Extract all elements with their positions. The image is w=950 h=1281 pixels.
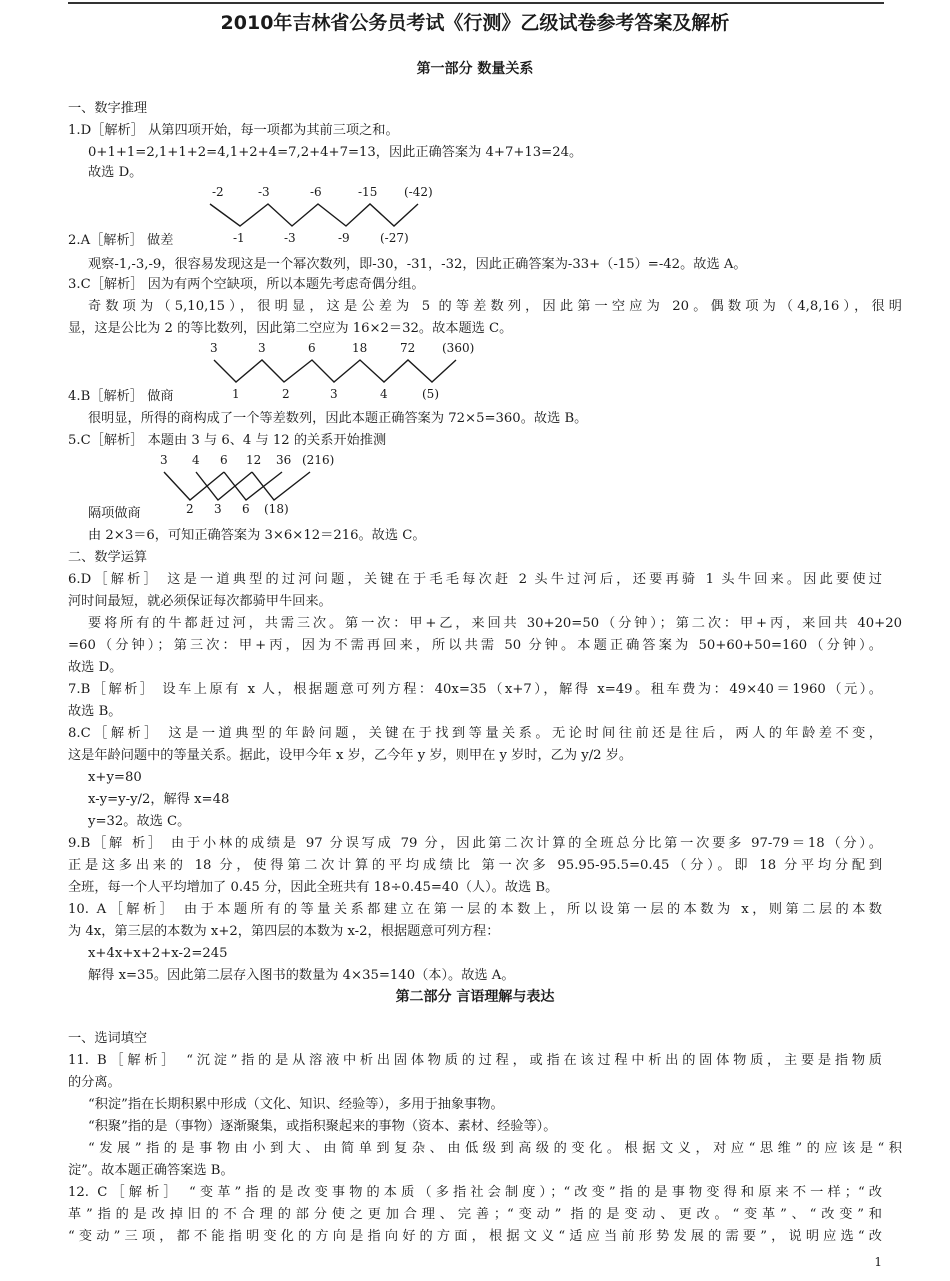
answer-line: 6.D［解析］ 这是一道典型的过河问题，关键在于毛毛每次赶 2 头牛过河后，还要再骑 1 头牛回来。因此要使过 — [68, 572, 882, 587]
q5-connectors — [164, 472, 310, 500]
answer-line: 0+1+1=2,1+1+2=4,1+2+4=7,2+4+7=13，因此正确答案为 4+7+13=24。 — [88, 145, 583, 160]
q2-top-value: -3 — [258, 185, 270, 199]
part2-title: 第二部分 言语理解与表达 — [395, 989, 555, 1005]
answer-line: 观察-1,-3,-9，很容易发现这是一个幂次数列，即-30，-31，-32，因此正确答案为-33+（-15）=-42。故选 A。 — [88, 257, 747, 272]
q5-top-value: 36 — [276, 453, 292, 467]
q5-top-value: 12 — [246, 453, 262, 467]
answer-line: 奇数项为（5,10,15），很明显，这是公差为 5 的等差数列，因此第一空应为 20。偶数项为（4,8,16），很明 — [88, 299, 902, 314]
answer-line: 3.C［解析］ 因为有两个空缺项，所以本题先考虑奇偶分组。 — [68, 277, 425, 292]
answer-line: “变动”三项，都不能指明变化的方向是指向好的方面，根据文义“适应当前形势发展的需要”，说明应选“改 — [68, 1229, 882, 1244]
q5-bottom-value: 2 — [186, 502, 194, 516]
answer-line: 9.B［解 析］ 由于小林的成绩是 97 分误写成 79 分，因此第二次计算的全班总分比第一次要多 97-79＝18（分）。 — [68, 836, 882, 851]
q2-bottom-value: -3 — [284, 231, 296, 245]
q2-bottom-value: (-27) — [380, 231, 409, 245]
answer-line: 4.B［解析］ 做商 — [68, 389, 174, 404]
q2-top-value: -15 — [358, 185, 378, 199]
subsection-heading: 二、数学运算 — [68, 550, 148, 565]
answer-line: 由 2×3＝6，可知正确答案为 3×6×12＝216。故选 C。 — [88, 528, 426, 543]
answer-line: 这是年龄问题中的等量关系。据此，设甲今年 x 岁，乙今年 y 岁，则甲在 y 岁时，乙为 y/2 岁。 — [68, 748, 633, 763]
page-number: 1 — [874, 1255, 882, 1269]
equation-line: x+y=80 — [88, 770, 142, 785]
q2-top-value: -2 — [212, 185, 224, 199]
q4-top-value: 18 — [352, 341, 368, 355]
q5-top-value: 4 — [192, 453, 200, 467]
answer-line: 7.B［解析］ 设车上原有 x 人，根据题意可列方程：40x=35（x+7），解得 x=49。租车费为：49×40＝1960（元）。 — [68, 682, 882, 697]
answer-line: 正是这多出来的 18 分，使得第二次计算的平均成绩比 第一次多 95.95-95.5=0.45（分）。即 18 分平均分配到 — [68, 858, 882, 873]
answer-line: 10. A［解析］ 由于本题所有的等量关系都建立在第一层的本数上，所以设第一层的本数为 x，则第二层的本数 — [68, 902, 882, 917]
equation-line: y=32。故选 C。 — [88, 814, 191, 829]
answer-line: 为 4x，第三层的本数为 x+2，第四层的本数为 x-2，根据题意可列方程： — [68, 924, 500, 939]
q5-bottom-value: 3 — [214, 502, 222, 516]
answer-line: 要将所有的牛都赶过河，共需三次。第一次：甲+乙，来回共 30+20=50（分钟）；第二次：甲+丙，来回共 40+20 — [88, 616, 902, 631]
answer-line: 很明显，所得的商构成了一个等差数列，因此本题正确答案为 72×5=360。故选 B。 — [88, 411, 588, 426]
answer-line: =60（分钟）；第三次：甲+丙，因为不需再回来，所以共需 50 分钟。本题正确答案为 50+60+50=160（分钟）。 — [68, 638, 882, 653]
q4-bottom-value: (5) — [422, 387, 439, 401]
q5-top-value: 3 — [160, 453, 168, 467]
q4-connectors — [214, 360, 456, 382]
q5-bottom-value: 6 — [242, 502, 250, 516]
answer-line: 故选 B。 — [68, 704, 122, 719]
q4-bottom-value: 1 — [232, 387, 240, 401]
top-rule — [68, 2, 884, 4]
q5-top-value: (216) — [302, 453, 335, 467]
answer-line: 12. C［解析］ “变革”指的是改变事物的本质（多指社会制度）；“改变”指的是事物变得和原来不一样；“改 — [68, 1185, 882, 1200]
answer-line: “积淀”指在长期积累中形成（文化、知识、经验等），多用于抽象事物。 — [88, 1097, 504, 1112]
equation-line: x+4x+x+2+x-2=245 — [88, 946, 228, 961]
answer-line: 淀”。故本题正确答案选 B。 — [68, 1163, 234, 1178]
answer-line: 11. B［解析］ “沉淀”指的是从溶液中析出固体物质的过程，或指在该过程中析出的固体物质，主要是指物质 — [68, 1053, 882, 1068]
q4-top-value: 3 — [210, 341, 218, 355]
q2-bottom-value: -1 — [233, 231, 245, 245]
subsection-heading: 一、数字推理 — [68, 101, 148, 116]
q4-bottom-value: 3 — [330, 387, 338, 401]
answer-line: “积聚”指的是（事物）逐渐聚集，或指积聚起来的事物（资本、素材、经验等）。 — [88, 1119, 557, 1134]
answer-line: 革”指的是改掉旧的不合理的部分使之更加合理、完善；“变动” 指的是变动、更改。“变革”、“改变”和 — [68, 1207, 882, 1222]
q5-bottom-value: (18) — [264, 502, 289, 516]
q4-bottom-value: 2 — [282, 387, 290, 401]
answer-line: 8.C［解析］ 这是一道典型的年龄问题，关键在于找到等量关系。无论时间往前还是往后，两人的年龄差不变， — [68, 726, 882, 741]
q4-top-value: (360) — [442, 341, 475, 355]
answer-line: 2.A［解析］ 做差 — [68, 233, 174, 248]
q2-top-value: -6 — [310, 185, 322, 199]
answer-line: 河时间最短，就必须保证每次都骑甲牛回来。 — [68, 594, 332, 609]
answer-line: 1.D［解析］ 从第四项开始，每一项都为其前三项之和。 — [68, 123, 399, 138]
answer-line: “发展”指的是事物由小到大、由简单到复杂、由低级到高级的变化。根据文义，对应“思维”的应该是“积 — [88, 1141, 902, 1156]
q4-bottom-value: 4 — [380, 387, 388, 401]
q2-connectors — [210, 204, 418, 226]
q4-top-value: 6 — [308, 341, 316, 355]
equation-line: x-y=y-y/2，解得 x=48 — [88, 792, 230, 807]
subsection-heading: 一、选词填空 — [68, 1031, 148, 1046]
document-title: 2010年吉林省公务员考试《行测》乙级试卷参考答案及解析 — [220, 12, 730, 34]
answer-line: 故选 D。 — [68, 660, 123, 675]
q4-top-value: 72 — [400, 341, 416, 355]
answer-line: 故选 D。 — [88, 165, 143, 180]
q5-top-value: 6 — [220, 453, 228, 467]
answer-line: 的分离。 — [68, 1075, 121, 1090]
q2-bottom-value: -9 — [338, 231, 350, 245]
answer-line: 显，这是公比为 2 的等比数列，因此第二空应为 16×2＝32。故本题选 C。 — [68, 321, 513, 336]
q4-top-value: 3 — [258, 341, 266, 355]
answer-line: 5.C［解析］ 本题由 3 与 6、4 与 12 的关系开始推测 — [68, 433, 387, 448]
q2-top-value: (-42) — [404, 185, 433, 199]
answer-line: 全班，每一个人平均增加了 0.45 分，因此全班共有 18÷0.45=40（人）。故选 B。 — [68, 880, 559, 895]
answer-line: 隔项做商 — [88, 506, 141, 521]
answer-line: 解得 x=35。因此第二层存入图书的数量为 4×35=140（本）。故选 A。 — [88, 968, 515, 983]
part1-title: 第一部分 数量关系 — [416, 61, 534, 77]
